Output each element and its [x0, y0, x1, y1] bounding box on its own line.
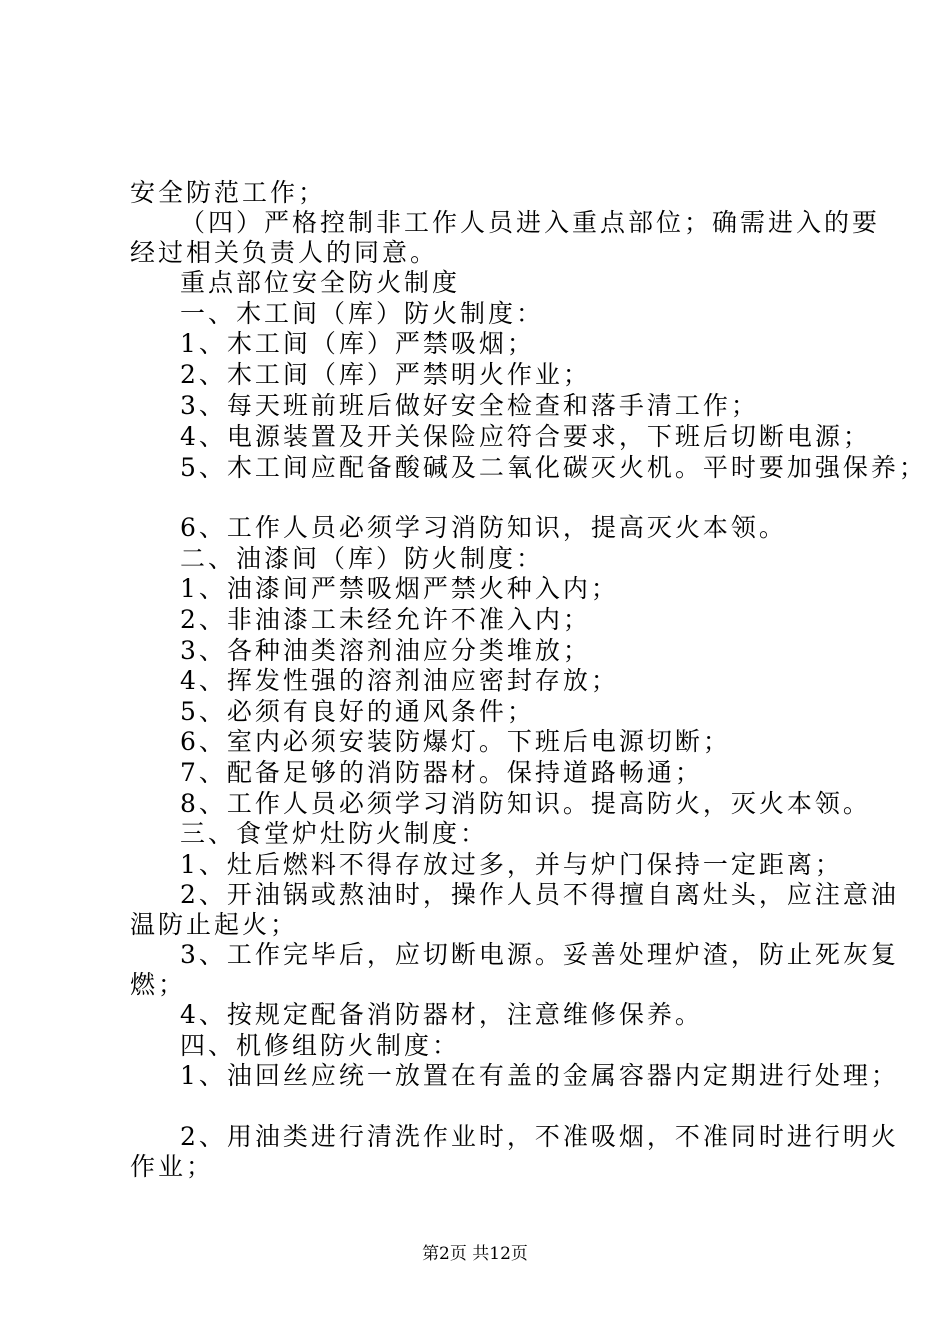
- list-item: 4、电源装置及开关保险应符合要求，下班后切断电源；: [180, 422, 871, 451]
- list-item: 3、工作完毕后，应切断电源。妥善处理炉渣，防止死灰复: [180, 940, 899, 969]
- list-item: 5、必须有良好的通风条件；: [180, 697, 535, 726]
- page-number-footer: 第2页 共12页: [422, 1244, 528, 1264]
- list-item: 3、各种油类溶剂油应分类堆放；: [180, 636, 591, 665]
- list-item: 2、木工间（库）严禁明火作业；: [180, 360, 591, 389]
- list-item: 4、按规定配备消防器材，注意维修保养。: [180, 1000, 703, 1029]
- text-line: 安全防范工作；: [130, 178, 327, 207]
- list-item: 3、每天班前班后做好安全检查和落手清工作；: [180, 391, 759, 420]
- text-line: 温防止起火；: [130, 910, 299, 939]
- list-item: 1、油回丝应统一放置在有盖的金属容器内定期进行处理；: [180, 1061, 899, 1090]
- text-line: 燃；: [130, 970, 187, 999]
- subsection-heading: 二、油漆间（库）防火制度：: [180, 544, 545, 573]
- list-item: 1、油漆间严禁吸烟严禁火种入内；: [180, 574, 619, 603]
- text-line: 经过相关负责人的同意。: [130, 238, 439, 267]
- list-item: 2、用油类进行清洗作业时，不准吸烟，不准同时进行明火: [180, 1122, 899, 1151]
- list-item: 6、工作人员必须学习消防知识，提高灭火本领。: [180, 513, 787, 542]
- list-item: 2、开油锅或熬油时，操作人员不得擅自离灶头，应注意油: [180, 880, 899, 909]
- subsection-heading: 一、木工间（库）防火制度：: [180, 299, 545, 328]
- list-item: 1、灶后燃料不得存放过多，并与炉门保持一定距离；: [180, 850, 843, 879]
- section-heading: 重点部位安全防火制度: [180, 268, 461, 297]
- list-item: 7、配备足够的消防器材。保持道路畅通；: [180, 758, 703, 787]
- text-line: （四）严格控制非工作人员进入重点部位；确需进入的要: [180, 208, 881, 237]
- text-line: 作业；: [130, 1152, 215, 1181]
- list-item: 2、非油漆工未经允许不准入内；: [180, 605, 591, 634]
- list-item: 1、木工间（库）严禁吸烟；: [180, 329, 535, 358]
- list-item: 5、木工间应配备酸碱及二氧化碳灭火机。平时要加强保养；: [180, 453, 927, 482]
- list-item: 8、工作人员必须学习消防知识。提高防火，灭火本领。: [180, 789, 871, 818]
- list-item: 4、挥发性强的溶剂油应密封存放；: [180, 666, 619, 695]
- subsection-heading: 四、机修组防火制度：: [180, 1031, 461, 1060]
- list-item: 6、室内必须安装防爆灯。下班后电源切断；: [180, 727, 731, 756]
- subsection-heading: 三、食堂炉灶防火制度：: [180, 819, 489, 848]
